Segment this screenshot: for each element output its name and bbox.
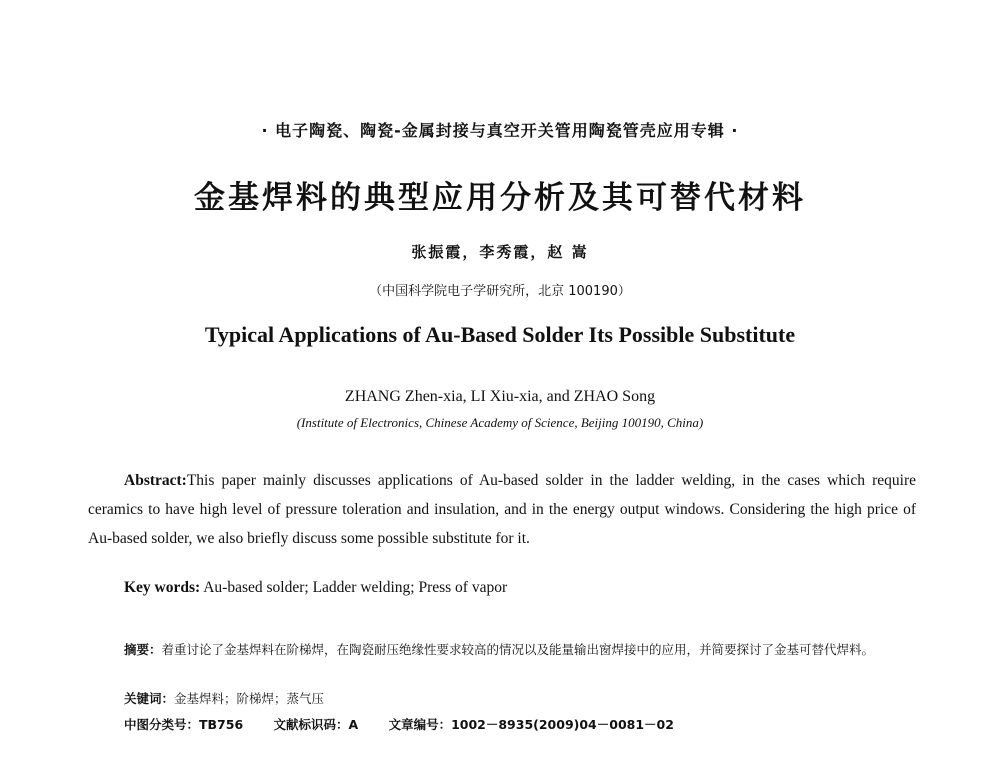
clc-number: 中图分类号：TB756 [124, 717, 244, 732]
title-chinese: 金基焊料的典型应用分析及其可替代材料 [194, 180, 806, 216]
abstract-chinese-text: 着重讨论了金基焊料在阶梯焊，在陶瓷耐压绝缘性要求较高的情况以及能量输出窗焊接中的应用，并简要探讨了金基可替代焊料。 [161, 642, 875, 657]
keywords-chinese [124, 689, 324, 707]
article-number: 文章编号：1002－8935(2009)04－0081－02 [388, 717, 674, 732]
keywords-english [124, 579, 916, 597]
abstract-chinese-label: 摘要： [124, 642, 162, 657]
keywords-english-label: Key words: [124, 579, 201, 596]
keywords-chinese-text: 金基焊料；阶梯焊；蒸气压 [174, 691, 325, 706]
document-code: 文献标识码：A [273, 717, 359, 732]
keywords-chinese-label: 关键词： [124, 691, 175, 706]
authors-chinese: 张振霞，李秀霞，赵 嵩 [411, 243, 589, 261]
affiliation-chinese: （中国科学院电子学研究所，北京 100190） [369, 284, 631, 299]
abstract-english-text: This paper mainly discusses applications of Au-based solder in the ladder welding, in the cases which require ceramics to have high level of pressure toleration and insulation, and in the energy output windows. Considering the high price of Au-based solder, we also briefly discuss some possible substitute for it. [88, 472, 916, 547]
abstract-english [88, 466, 916, 553]
title-english: Typical Applications of Au-Based Solder Its Possible Substitute [204, 322, 796, 347]
abstract-chinese [88, 637, 916, 662]
classification-line [124, 715, 700, 733]
authors-english: ZHANG Zhen-xia, LI Xiu-xia, and ZHAO Song [344, 388, 656, 405]
abstract-english-label: Abstract: [124, 472, 187, 489]
series-header: · 电子陶瓷、陶瓷-金属封接与真空开关管用陶瓷管壳应用专辑 · [261, 121, 739, 140]
keywords-english-text: Au-based solder; Ladder welding; Press of vapor [203, 579, 508, 596]
affiliation-english: (Institute of Electronics, Chinese Academy of Science, Beijing 100190, China) [296, 415, 704, 430]
